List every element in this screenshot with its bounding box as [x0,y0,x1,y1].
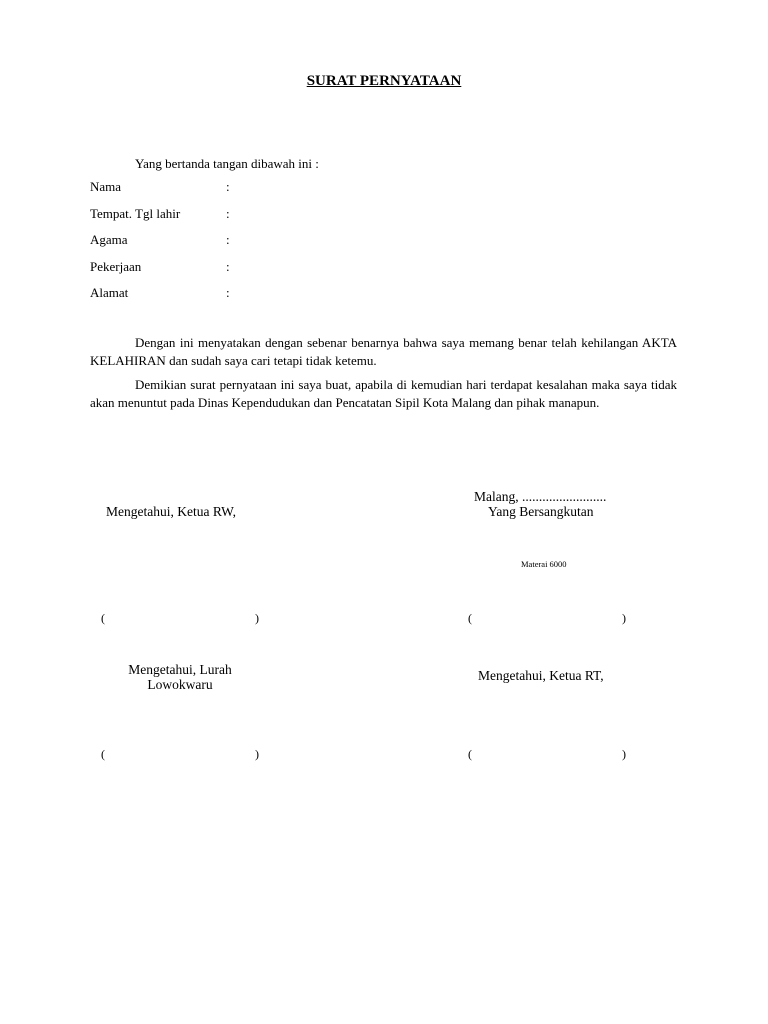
field-colon: : [226,179,230,194]
lurah-signature-label [110,662,250,692]
place-date: Malang, ......................... [474,489,607,504]
closing-paragraph [90,376,677,412]
stamp-note: Materai 6000 [521,559,567,569]
field-label-pekerjaan: Pekerjaan [90,259,142,274]
signature-bracket-close: ) [622,611,626,625]
closing-paragraph-text: Demikian surat pernyataan ini saya buat, apabila di kemudian hari terdapat kesalahan maka saya tidak akan menuntut pada Dinas Kependudukan dan Pencatatan Sipil Kota Malang dan pihak manapun. [90,377,677,410]
signature-bracket-open: ( [101,611,105,625]
signature-bracket-open: ( [468,611,472,625]
field-colon: : [226,285,230,300]
document-title: SURAT PERNYATAAN [306,73,462,89]
lurah-label-line-1: Mengetahui, Lurah [128,662,232,677]
field-label-nama: Nama [90,179,122,194]
signature-bracket-open: ( [468,747,472,761]
rt-signature-label: Mengetahui, Ketua RT, [478,668,604,683]
field-label-agama: Agama [90,232,128,247]
statement-paragraph-text: Dengan ini menyatakan dengan sebenar benarnya bahwa saya memang benar telah kehilangan AKTA KELAHIRAN dan sudah saya cari tetapi tidak ketemu. [90,335,677,368]
statement-paragraph [90,334,677,370]
signature-bracket-close: ) [255,611,259,625]
field-colon: : [226,206,230,221]
signature-bracket-close: ) [622,747,626,761]
intro-text: Yang bertanda tangan dibawah ini : [135,156,319,171]
field-label-tempat-tgl-lahir: Tempat. Tgl lahir [90,206,181,221]
signature-bracket-close: ) [255,747,259,761]
lurah-label-line-2: Lowokwaru [147,677,213,692]
signature-bracket-open: ( [101,747,105,761]
rw-signature-label: Mengetahui, Ketua RW, [106,504,236,519]
field-label-alamat: Alamat [90,285,129,300]
applicant-signature-label: Yang Bersangkutan [488,504,594,519]
field-colon: : [226,232,230,247]
field-colon: : [226,259,230,274]
